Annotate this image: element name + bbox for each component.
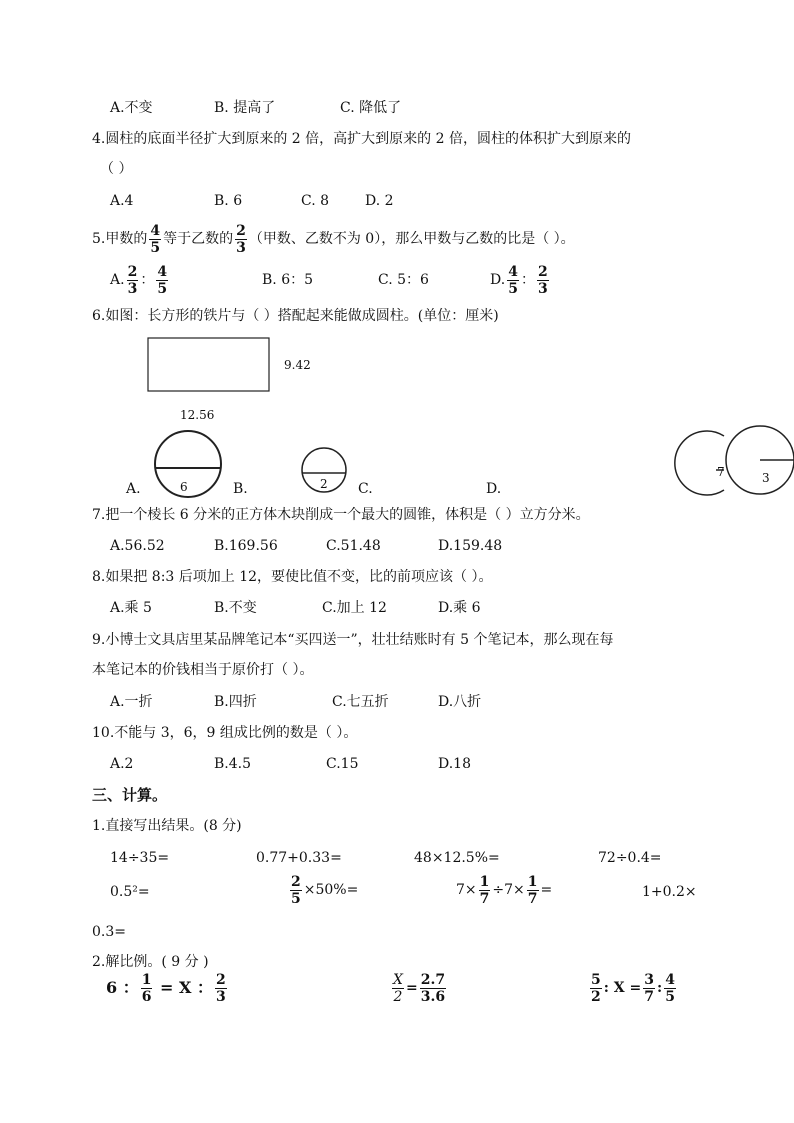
proportion-3: $\frac{5}{2}$ : X = $\frac{3}{7}$ : $\frac{4}{5}$: [591, 971, 675, 1005]
q4-text: 4.圆柱的底面半径扩大到原来的 2 倍，高扩大到原来的 2 倍，圆柱的体积扩大到原来的: [92, 131, 631, 147]
calc1-expr-8-cont: 0.3=: [92, 924, 126, 940]
calc1-expr-7: 7× $\frac{1}{7}$ ÷7× $\frac{1}{7}$ =: [456, 873, 553, 907]
q4-blank: （ ）: [100, 161, 133, 177]
rect-width-label: 12.56: [180, 408, 215, 422]
q6-option-d: D.: [486, 481, 502, 497]
section-3-title: 三、计算。: [92, 786, 168, 804]
q6-text: 6.如图：长方形的铁片与（ ）搭配起来能做成圆柱。(单位：厘米): [92, 308, 499, 324]
q8-option-a: A.乘 5: [110, 600, 152, 616]
q10-option-d: D.18: [438, 756, 471, 772]
q3-option-b: B. 提高了: [214, 100, 276, 116]
q5-text: [92, 220, 575, 258]
q9-option-c: C.七五折: [332, 694, 389, 710]
q4-option-d: D. 2: [365, 193, 394, 209]
q3-option-a: A.不变: [110, 100, 153, 116]
calc1-expr-1: 14÷35=: [110, 850, 170, 866]
q5-option-c: C. 5：6: [378, 272, 429, 288]
calc1-expr-4: 72÷0.4=: [598, 850, 662, 866]
iron-sheet-rectangle: [148, 338, 269, 391]
rect-height-label: 9.42: [284, 358, 311, 372]
q6-option-b: B.: [233, 481, 248, 497]
q9-line2: 本笔记本的价钱相当于原价打（ ）。: [92, 662, 314, 678]
q8-text: 8.如果把 8:3 后项加上 12，要使比值不变，比的前项应该（ ）。: [92, 569, 493, 585]
q4-option-b: B. 6: [214, 193, 243, 209]
q9-option-a: A.一折: [110, 694, 153, 710]
q5-mid: 等于乙数的: [163, 231, 234, 247]
calc1-expr-5: 0.5²=: [110, 884, 150, 900]
q4-option-a: A.4: [110, 193, 134, 209]
q8-option-d: D.乘 6: [438, 600, 481, 616]
q4-option-c: C. 8: [301, 193, 330, 209]
q9-line1: 9.小博士文具店里某品牌笔记本“买四送一”，壮壮结账时有 5 个笔记本，那么现在每: [92, 632, 614, 648]
q3-option-c: C. 降低了: [340, 100, 402, 116]
q7-option-d: D.159.48: [438, 538, 503, 554]
q7-option-a: A.56.52: [110, 538, 165, 554]
proportion-2: $\frac{X}{2}$ = $\frac{2.7}{3.6}$: [393, 971, 446, 1005]
q10-option-c: C.15: [326, 756, 359, 772]
circle-d-label: 3: [762, 471, 770, 485]
q5-option-b: B. 6：5: [262, 272, 314, 288]
q6-option-c: C.: [358, 481, 373, 497]
proportion-1: 6 ： $\frac{1}{6}$ = X ： $\frac{2}{3}$: [106, 972, 226, 1005]
q6-option-a: A.: [126, 481, 141, 497]
q8-option-c: C.加上 12: [322, 600, 387, 616]
q5-option-a: A. $\frac{2}{3}$ ： $\frac{4}{5}$: [110, 263, 168, 297]
q8-option-b: B.不变: [214, 600, 257, 616]
q10-option-a: A.2: [110, 756, 134, 772]
calc1-expr-6: $\frac{2}{5}$ ×50%=: [291, 873, 359, 907]
q9-option-d: D.八折: [438, 694, 482, 710]
q5-option-d: D. $\frac{4}{5}$ ： $\frac{2}{3}$: [490, 263, 548, 297]
calc1-expr-8: 1+0.2×: [642, 884, 697, 900]
q10-option-b: B.4.5: [214, 756, 252, 772]
calc1-expr-3: 48×12.5%=: [414, 850, 500, 866]
q6-figure: [0, 330, 794, 500]
calc1-title: 1.直接写出结果。(8 分): [92, 818, 242, 834]
q5-pre: 5.甲数的: [92, 231, 148, 247]
calc1-expr-2: 0.77+0.33=: [256, 850, 342, 866]
q9-option-b: B.四折: [214, 694, 257, 710]
q10-text: 10.不能与 3，6，9 组成比例的数是（ ）。: [92, 725, 358, 741]
calc2-title: 2.解比例。( 9 分 ): [92, 954, 209, 970]
circle-c-label: 7: [717, 465, 725, 479]
fraction-four-fifths: $\frac{4}{5}$: [150, 222, 161, 256]
q7-option-b: B.169.56: [214, 538, 278, 554]
circle-a: [155, 431, 221, 497]
fraction-two-thirds: $\frac{2}{3}$: [236, 222, 246, 256]
circle-b-label: 2: [320, 477, 328, 491]
q7-option-c: C.51.48: [326, 538, 381, 554]
circle-a-label: 6: [180, 480, 188, 494]
q7-text: 7.把一个棱长 6 分米的正方体木块削成一个最大的圆锥，体积是（ ）立方分米。: [92, 507, 590, 523]
q5-post: （甲数、乙数不为 0），那么甲数与乙数的比是（ ）。: [248, 231, 575, 247]
